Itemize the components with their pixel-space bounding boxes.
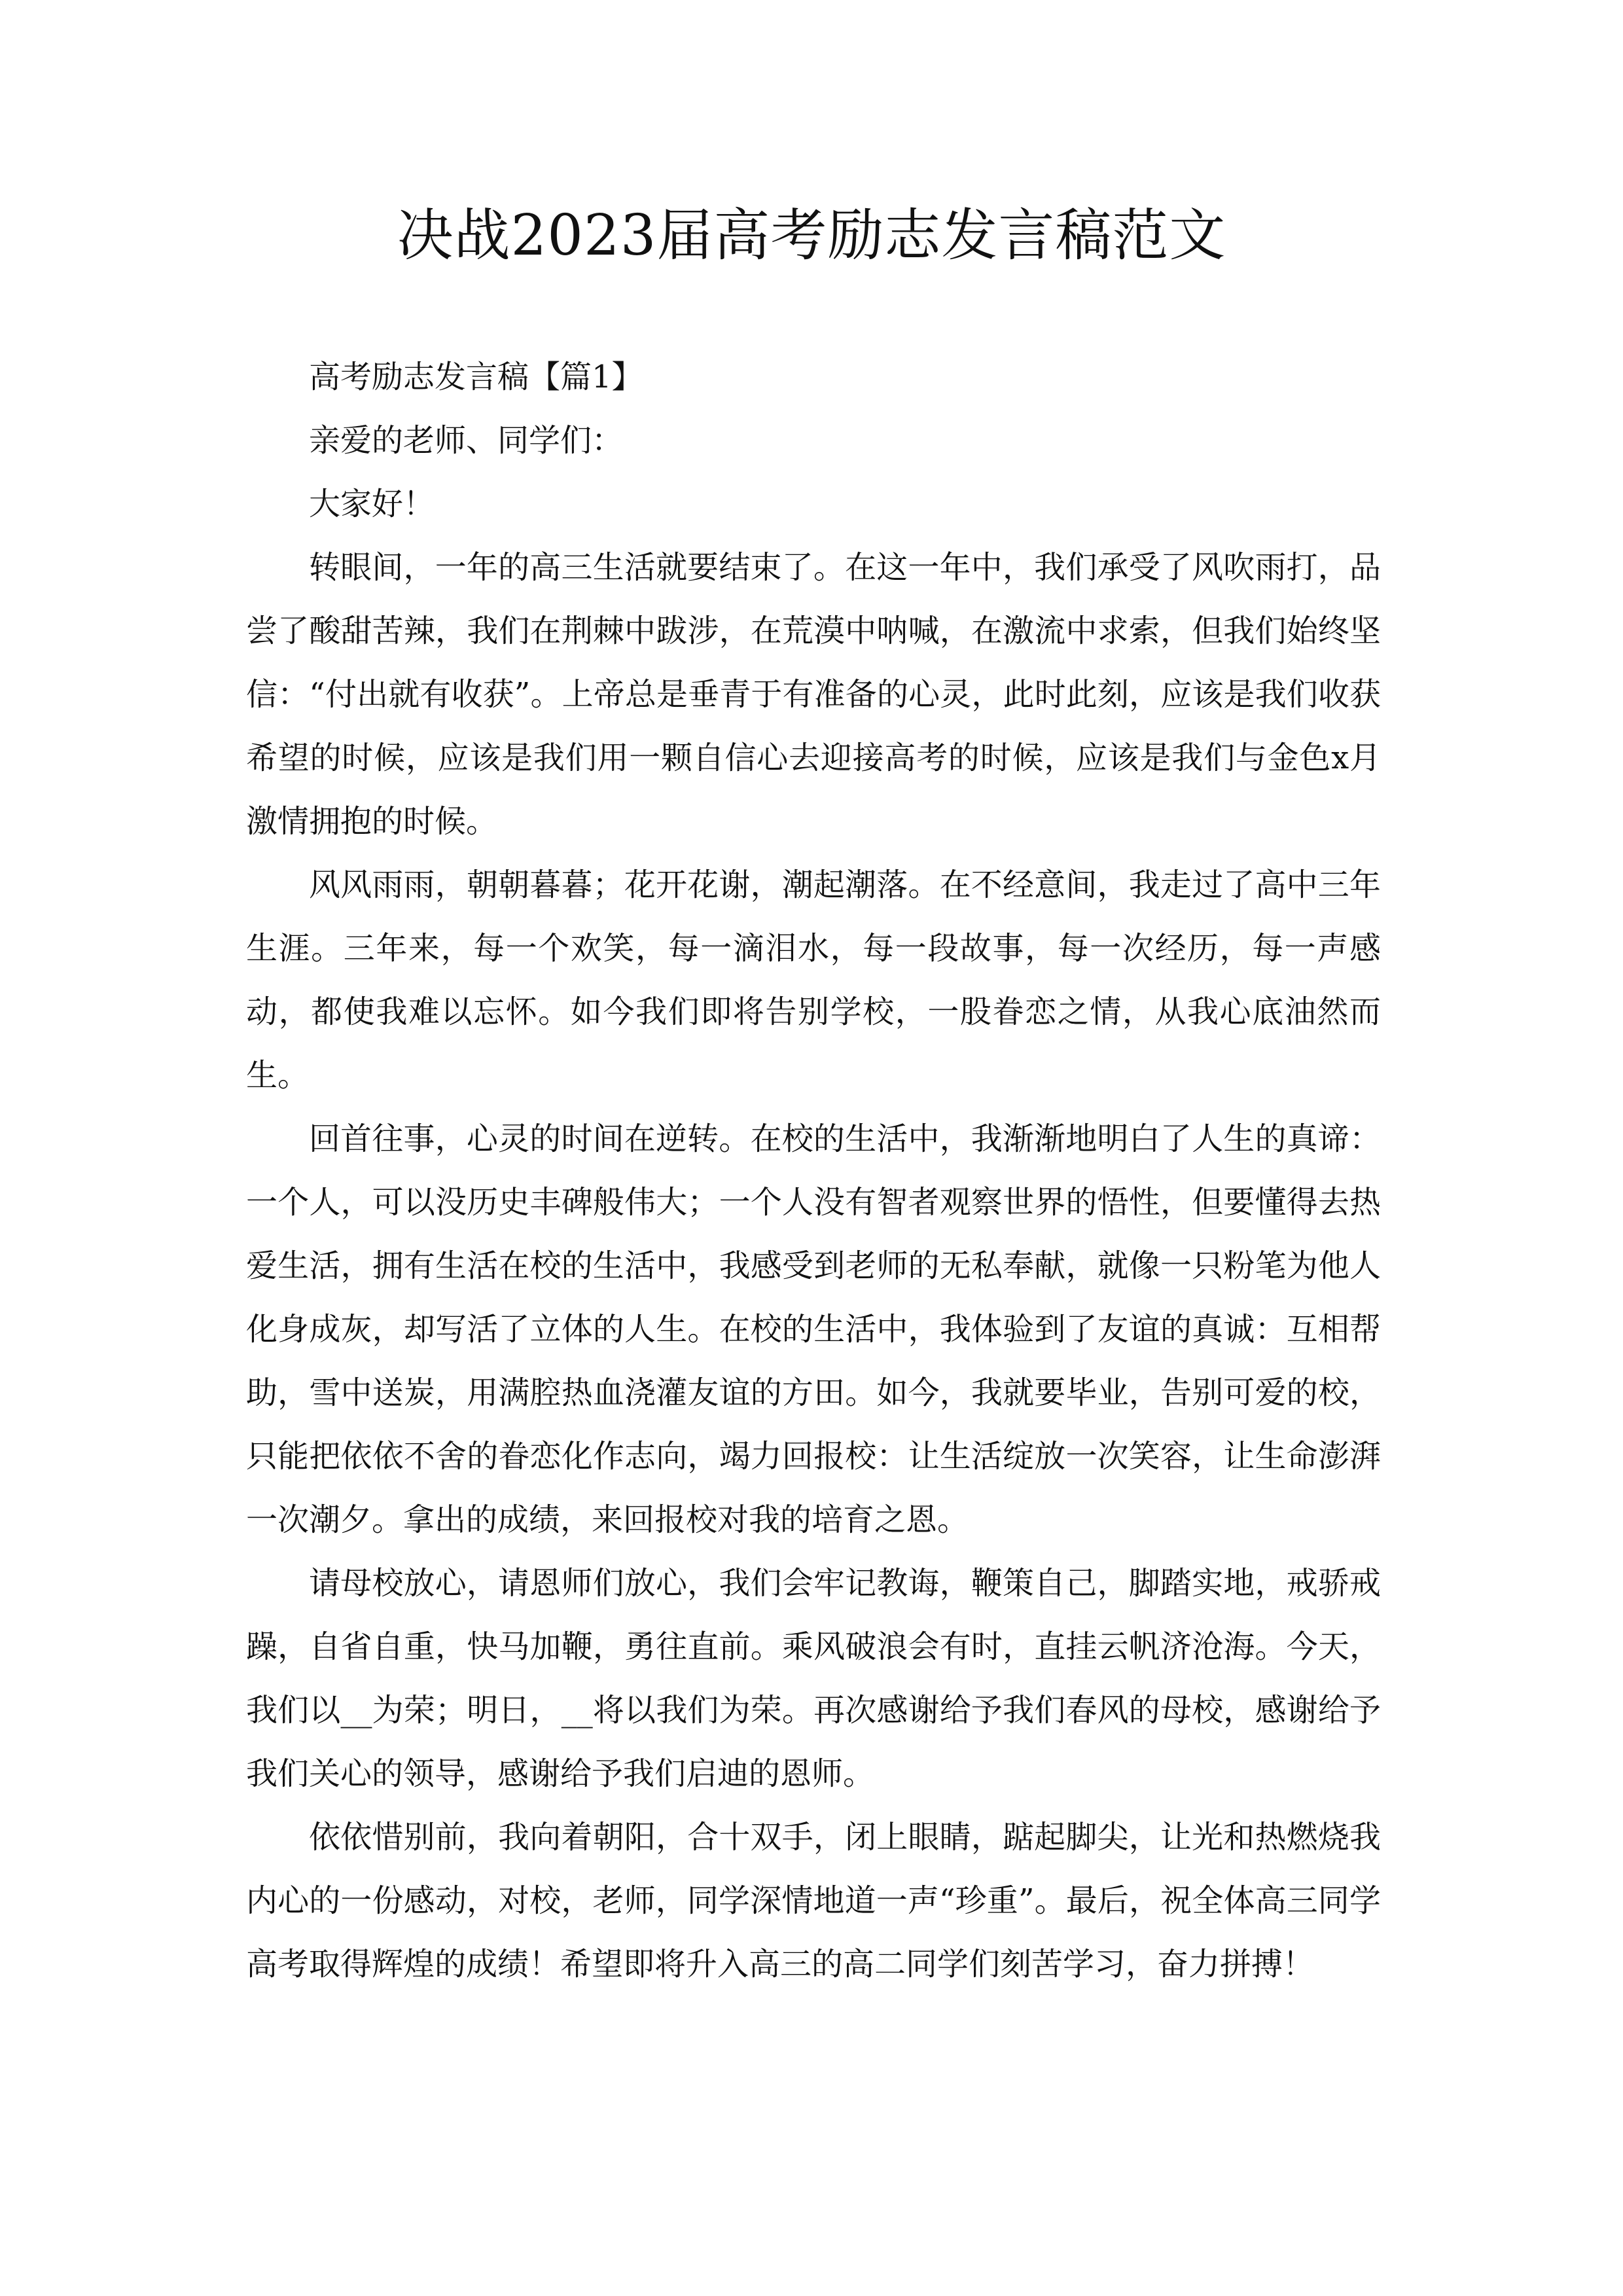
- body-paragraph: 依依惜别前，我向着朝阳，合十双手，闭上眼睛，踮起脚尖，让光和热燃烧我内心的一份感动，对校，老师，同学深情地道一声“珍重”。最后，祝全体高三同学高考取得辉煌的成绩！希望即将升入高三的高二同学们刻苦学习，奋力拼搏！: [246, 1819, 1381, 1982]
- section-heading: 高考励志发言稿【篇1】: [309, 359, 643, 395]
- salutation: 亲爱的老师、同学们：: [309, 422, 624, 459]
- document-body: [246, 346, 1381, 1996]
- body-paragraph: 回首往事，心灵的时间在逆转。在校的生活中，我渐渐地明白了人生的真谛：一个人，可以没历史丰碑般伟大；一个人没有智者观察世界的悟性，但要懂得去热爱生活，拥有生活在校的生活中，我感受到老师的无私奉献，就像一只粉笔为他人化身成灰，却写活了立体的人生。在校的生活中，我体验到了友谊的真诚：互相帮助，雪中送炭，用满腔热血浇灌友谊的方田。如今，我就要毕业，告别可爱的校，只能把依依不舍的眷恋化作志向，竭力回报校：让生活绽放一次笑容，让生命澎湃一次潮夕。拿出的成绩，来回报校对我的培育之恩。: [246, 1121, 1381, 1538]
- greeting: 大家好！: [309, 486, 435, 522]
- document-title: 决战2023届高考励志发言稿范文: [397, 203, 1226, 268]
- body-paragraph: 风风雨雨，朝朝暮暮；花开花谢，潮起潮落。在不经意间，我走过了高中三年生涯。三年来，每一个欢笑，每一滴泪水，每一段故事，每一次经历，每一声感动，都使我难以忘怀。如今我们即将告别学校，一股眷恋之情，从我心底油然而生。: [246, 867, 1381, 1094]
- body-paragraph: 转眼间，一年的高三生活就要结束了。在这一年中，我们承受了风吹雨打，品尝了酸甜苦辣，我们在荆棘中跋涉，在荒漠中呐喊，在激流中求索，但我们始终坚信：“付出就有收获”。上帝总是垂青于有准备的心灵，此时此刻，应该是我们收获希望的时候，应该是我们用一颗自信心去迎接高考的时候，应该是我们与金色x月激情拥抱的时候。: [246, 549, 1381, 840]
- body-paragraph: 请母校放心，请恩师们放心，我们会牢记教诲，鞭策自己，脚踏实地，戒骄戒躁，自省自重，快马加鞭，勇往直前。乘风破浪会有时，直挂云帆济沧海。今天，我们以__为荣；明日，__将以我们为荣。再次感谢给予我们春风的母校，感谢给予我们关心的领导，感谢给予我们启迪的恩师。: [246, 1565, 1381, 1792]
